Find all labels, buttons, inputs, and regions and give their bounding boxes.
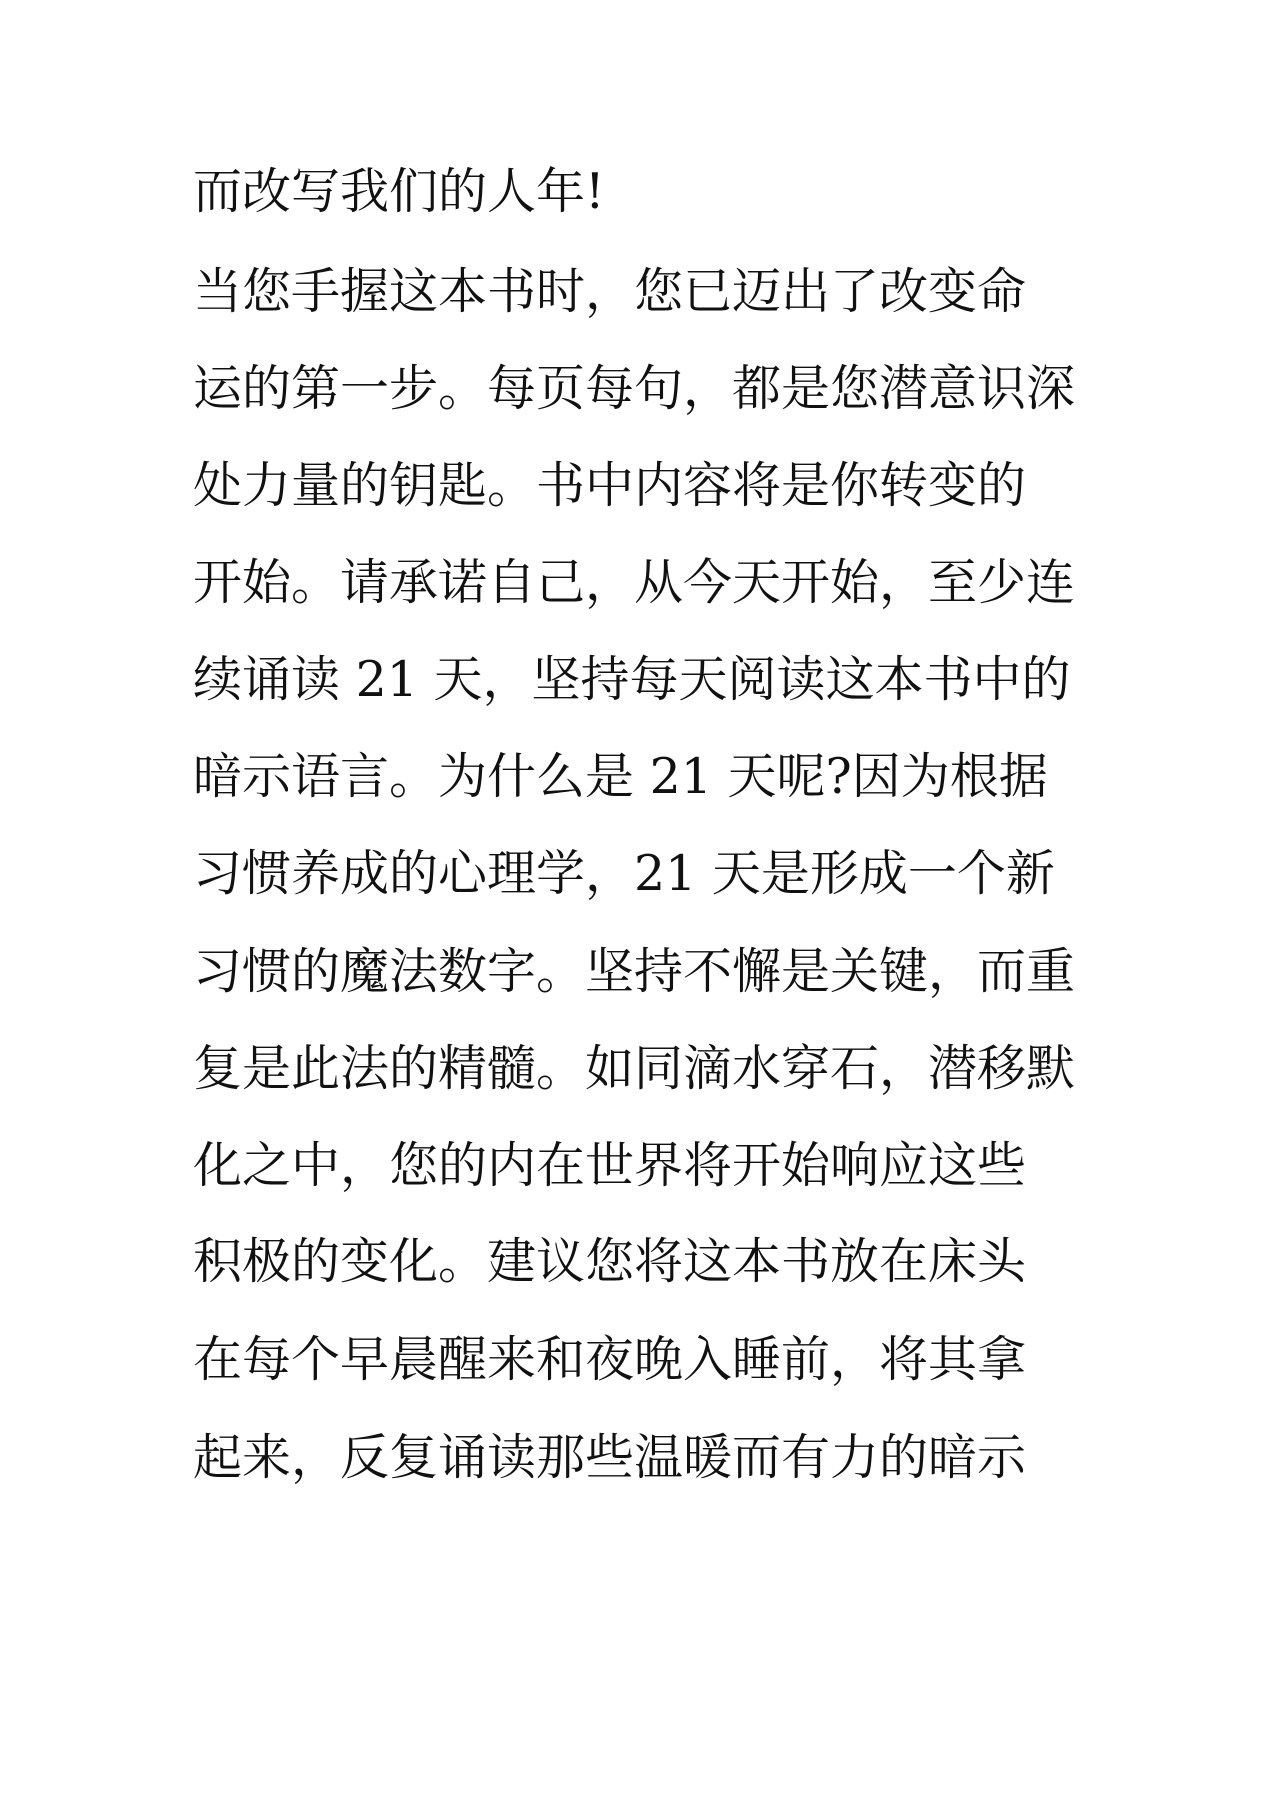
text-line: 开始。请承诺自己，从今天开始，至少连 <box>193 554 1076 611</box>
text-line: 续诵读 21 天，坚持每天阅读这本书中的 <box>193 651 1071 708</box>
text-line: 起来，反复诵读那些温暖而有力的暗示 <box>193 1429 1027 1486</box>
text-line: 处力量的钥匙。书中内容将是你转变的 <box>193 457 1027 514</box>
text-line: 暗示语言。为什么是 21 天呢?因为根据 <box>193 748 1048 805</box>
text-line: 而改写我们的人年! <box>193 163 605 220</box>
text-line: 习惯的魔法数字。坚持不懈是关键，而重 <box>193 943 1076 1000</box>
text-line: 复是此法的精髓。如同滴水穿石，潜移默 <box>193 1040 1076 1097</box>
text-line: 积极的变化。建议您将这本书放在床头 <box>193 1233 1027 1290</box>
text-line: 化之中，您的内在世界将开始响应这些 <box>193 1137 1027 1194</box>
text-line: 习惯养成的心理学，21 天是形成一个新 <box>193 845 1055 902</box>
text-line: 运的第一步。每页每句，都是您潜意识深 <box>193 360 1076 417</box>
text-line: 在每个早晨醒来和夜晚入睡前，将其拿 <box>193 1331 1027 1388</box>
text-line: 当您手握这本书时，您已迈出了改变命 <box>193 263 1027 320</box>
